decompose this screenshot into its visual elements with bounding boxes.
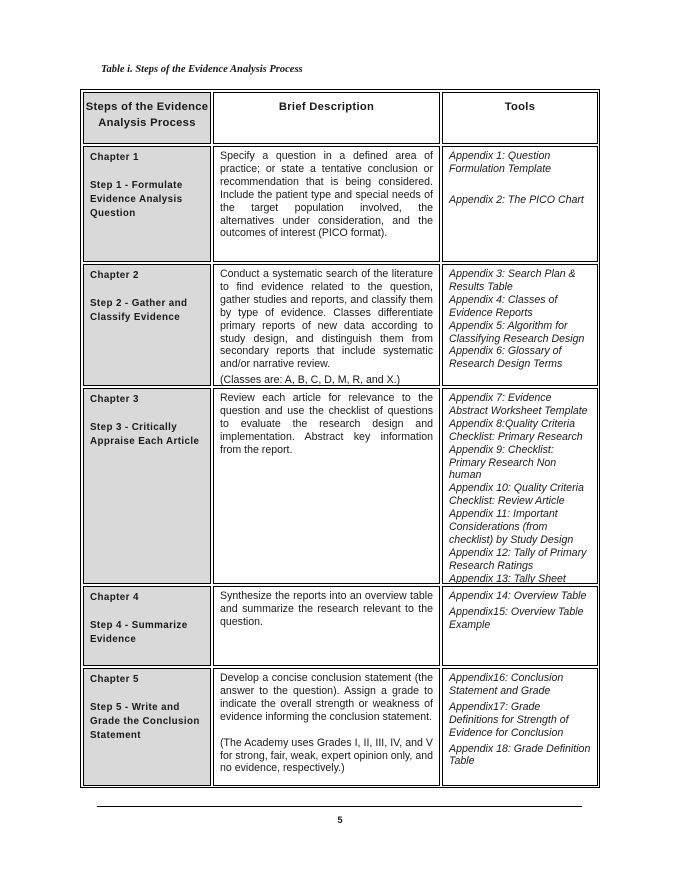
table-caption: Table i. Steps of the Evidence Analysis Process [101,64,303,75]
description-text: Develop a concise conclusion statement (the answer to the question). Assign a grade to indicate the overall strength or weakness of evidence informing the conclusion statement. [220,672,433,723]
chapter-label: Chapter 4 [90,592,139,603]
tool-item: Appendix 6: Glossary of Research Design Terms [449,345,563,371]
tool-item: Appendix 7: Evidence Abstract Worksheet Template [449,392,588,417]
page-number: 5 [337,815,343,825]
tools-cell [442,146,598,262]
tool-item: Appendix 12: Tally of Primary Research Ratings [449,546,587,572]
description-text: Specify a question in a defined area of practice; or state a tentative conclusion or recommendation that is being considered. Include the patient type and special needs of the target population involved, the alternatives under consideration, and the outcomes of interest (PICO format). [220,150,433,240]
tools-cell [442,388,598,584]
description-note: (The Academy uses Grades I, II, III, IV, and V for strong, fair, weak, expert opinion only, and no evidence, respectively.) [220,736,433,775]
tools-cell [442,586,598,666]
chapter-label: Chapter 1 [90,152,139,163]
chapter-label: Chapter 2 [90,270,139,281]
tools-cell [442,668,598,786]
description-cell [213,586,440,666]
tool-item: Appendix 18: Grade Definition Table [449,742,591,768]
step-label: Step 3 - Critically Appraise Each Article [90,422,200,447]
tool-item: Appendix15: Overview Table Example [449,605,584,631]
step-cell [83,264,211,386]
tool-item: Appendix 3: Search Plan & Results Table [449,268,576,293]
evidence-analysis-table [80,89,600,788]
description-text: Review each article for relevance to the question and use the checklist of questions to evaluate the research design and implementation. Abstract key information from the report. [220,392,433,456]
description-note: (Classes are: A, B, C, D, M, R, and X.) [220,374,401,386]
tool-item: Appendix 2: The PICO Chart [449,193,584,206]
description-cell [213,388,440,584]
step-cell [83,388,211,584]
step-label: Step 2 - Gather and Classify Evidence [90,298,188,323]
step-cell [83,668,211,786]
header-description: Brief Description [213,92,440,144]
tool-item: Appendix 1: Question Formulation Template [449,150,552,175]
tools-cell [442,264,598,386]
tool-item: Appendix 4: Classes of Evidence Reports [449,293,558,319]
tool-item: Appendix 14: Overview Table [449,590,587,602]
header-tools: Tools [442,92,598,144]
tool-item: Appendix16: Conclusion Statement and Grade [449,672,564,697]
chapter-label: Chapter 5 [90,674,139,685]
tool-item: Appendix 13: Tally Sheet [449,572,566,584]
footer-divider [97,806,582,807]
tool-item: Appendix 8:Quality Criteria Checklist: Primary Research [449,417,583,443]
description-cell [213,146,440,262]
tool-item: Appendix 9: Checklist: Primary Research Non human [449,443,557,482]
chapter-label: Chapter 3 [90,394,139,405]
step-label: Step 4 - Summarize Evidence [90,620,188,645]
tool-item: Appendix 11: Important Considerations (from checklist) by Study Design [449,508,574,546]
description-text: Conduct a systematic search of the literature to find evidence related to the question, gather studies and reports, and classify them by type of evidence. Classes differentiate primary reports of new data according to study design, and distinguish them from secondary reports that include systematic and/or narrative review. [220,268,433,371]
step-label: Step 1 - Formulate Evidence Analysis Question [90,180,183,219]
step-cell [83,586,211,666]
header-steps: Steps of the Evidence Analysis Process [83,92,211,144]
tool-item: Appendix 10: Quality Criteria Checklist: Review Article [449,482,584,508]
tool-item: Appendix17: Grade Definitions for Strength of Evidence for Conclusion [449,700,569,739]
description-cell [213,264,440,386]
description-text: Synthesize the reports into an overview table and summarize the research relevant to the question. [220,590,433,628]
step-cell [83,146,211,262]
description-cell [213,668,440,786]
tool-item: Appendix 5: Algorithm for Classifying Research Design [449,319,585,345]
step-label: Step 5 - Write and Grade the Conclusion Statement [90,702,200,741]
